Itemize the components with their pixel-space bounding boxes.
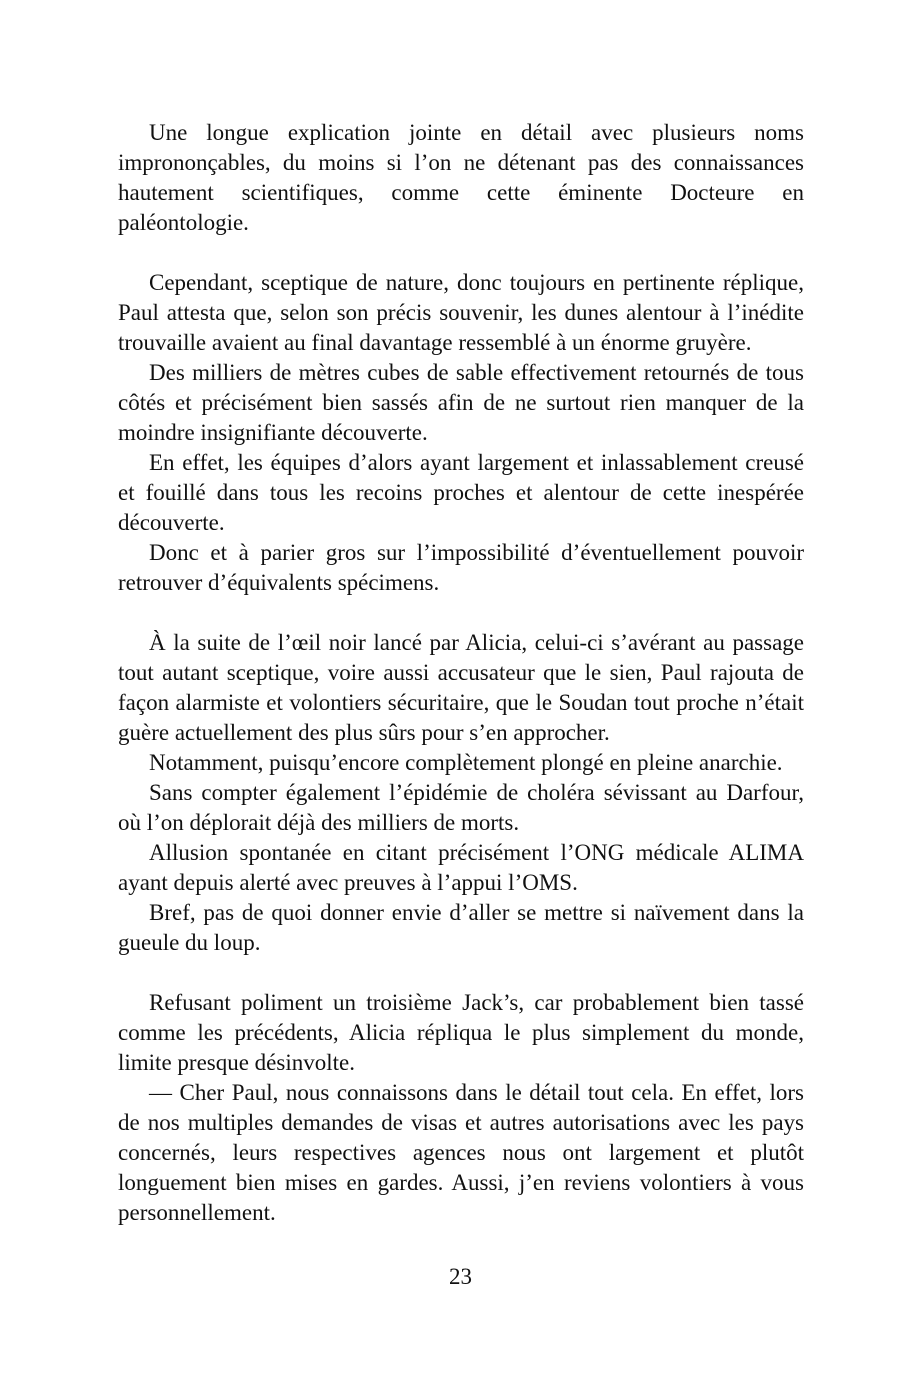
- paragraph: En effet, les équipes d’alors ayant largement et inlassablement creusé et fouillé dans tous les recoins proches et alentour de cette inespérée découverte.: [118, 450, 804, 535]
- paragraph: À la suite de l’œil noir lancé par Alicia, celui-ci s’avérant au passage tout autant sceptique, voire aussi accusateur que le sien, Paul rajouta de façon alarmiste et volontiers sécuritaire, que le Soudan tout proche n’était guère actuellement des plus sûrs pour s’en approcher.: [118, 630, 804, 745]
- paragraph: Bref, pas de quoi donner envie d’aller se mettre si naïvement dans la gueule du loup.: [118, 900, 804, 955]
- paragraph: Refusant poliment un troisième Jack’s, car probablement bien tassé comme les précédents, Alicia répliqua le plus simplement du monde, limite presque désinvolte.: [118, 990, 804, 1075]
- section-gap: [118, 598, 804, 628]
- paragraph: Sans compter également l’épidémie de choléra sévissant au Darfour, où l’on déplorait déjà des milliers de morts.: [118, 780, 804, 835]
- paragraph: Des milliers de mètres cubes de sable effectivement retournés de tous côtés et précisément bien sassés afin de ne surtout rien manquer de la moindre insignifiante découverte.: [118, 360, 804, 445]
- dialogue-paragraph: — Cher Paul, nous connaissons dans le détail tout cela. En effet, lors de nos multiples demandes de visas et autres autorisations avec les pays concernés, leurs respectives agences nous ont largement et plutôt longuement bien mises en gardes. Aussi, j’en reviens volontiers à vous personnellement.: [118, 1080, 804, 1225]
- paragraph: Cependant, sceptique de nature, donc toujours en pertinente réplique, Paul attesta que, selon son précis souvenir, les dunes alentour à l’inédite trouvaille avaient au final davantage ressemblé à un énorme gruyère.: [118, 270, 804, 355]
- paragraph: Notamment, puisqu’encore complètement plongé en pleine anarchie.: [149, 750, 783, 775]
- page-body: [118, 118, 804, 1228]
- paragraph: Allusion spontanée en citant précisément l’ONG médicale ALIMA ayant depuis alerté avec preuves à l’appui l’OMS.: [118, 840, 804, 895]
- page-number: 23: [449, 1264, 472, 1289]
- paragraph: Donc et à parier gros sur l’impossibilité d’éventuellement pouvoir retrouver d’équivalents spécimens.: [118, 540, 804, 595]
- paragraph: Une longue explication jointe en détail avec plusieurs noms imprononçables, du moins si l’on ne détenant pas des connaissances hautement scientifiques, comme cette éminente Docteure en paléontologie.: [118, 120, 804, 235]
- section-gap: [118, 238, 804, 268]
- section-gap: [118, 958, 804, 988]
